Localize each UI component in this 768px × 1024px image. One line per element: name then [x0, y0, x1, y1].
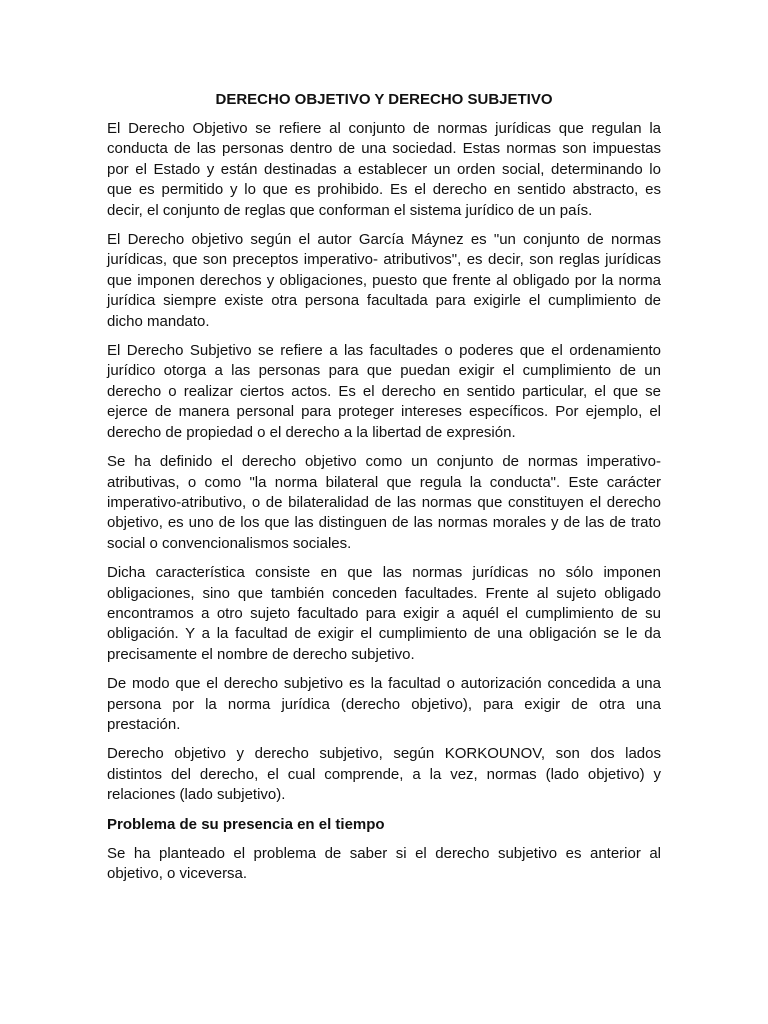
paragraph-garcia-maynez: El Derecho objetivo según el autor García Máynez es "un conjunto de normas jurídicas, que son preceptos imperativo- atributivos", es decir, son reglas jurídicas que imponen derechos y obligaciones, puesto que frente al obligado por la norma jurídica siempre existe otra persona facultada para exigirle el cumplimiento de dicho mandato. [107, 231, 661, 330]
paragraph-definicion-imperativo-atributiva: Se ha definido el derecho objetivo como un conjunto de normas imperativo-atributivas, o como "la norma bilateral que regula la conducta". Este carácter imperativo-atributivo, o de bilateralidad de las normas que constituyen el derecho objetivo, es uno de los que las distinguen de las normas morales y de las de trato social o convencionalismos sociales. [107, 453, 661, 552]
paragraph-derecho-objetivo: El Derecho Objetivo se refiere al conjunto de normas jurídicas que regulan la conducta de las personas dentro de una sociedad. Estas normas son impuestas por el Estado y están destinadas a establecer un orden social, determinando lo que es permitido y lo que es prohibido. Es el derecho en sentido abstracto, es decir, el conjunto de reglas que conforman el sistema jurídico de un país. [107, 120, 661, 219]
paragraph-facultad: De modo que el derecho subjetivo es la facultad o autorización concedida a una persona por la norma jurídica (derecho objetivo), para exigir de otra una prestación. [107, 675, 661, 733]
document-title: DERECHO OBJETIVO Y DERECHO SUBJETIVO [215, 91, 553, 108]
paragraph-korkounov: Derecho objetivo y derecho subjetivo, según KORKOUNOV, son dos lados distintos del derecho, el cual comprende, a la vez, normas (lado objetivo) y relaciones (lado subjetivo). [107, 745, 661, 804]
section-heading: Problema de su presencia en el tiempo [107, 815, 385, 833]
document-body [107, 90, 661, 893]
paragraph-problema-tiempo: Se ha planteado el problema de saber si el derecho subjetivo es anterior al objetivo, o viceversa. [107, 844, 661, 882]
paragraph-caracteristica: Dicha característica consiste en que las normas jurídicas no sólo imponen obligaciones, sino que también conceden facultades. Frente al sujeto obligado encontramos a otro sujeto facultado para exigir a aquél el cumplimiento de su obligación. Y a la facultad de exigir el cumplimiento de una obligación se le da precisamente el nombre de derecho subjetivo. [107, 564, 661, 663]
paragraph-derecho-subjetivo: El Derecho Subjetivo se refiere a las facultades o poderes que el ordenamiento jurídico otorga a las personas para que puedan exigir el cumplimiento de un derecho o realizar ciertos actos. Es el derecho en sentido particular, el que se ejerce de manera personal para proteger intereses específicos. Por ejemplo, el derecho de propiedad o el derecho a la libertad de expresión. [107, 342, 661, 441]
